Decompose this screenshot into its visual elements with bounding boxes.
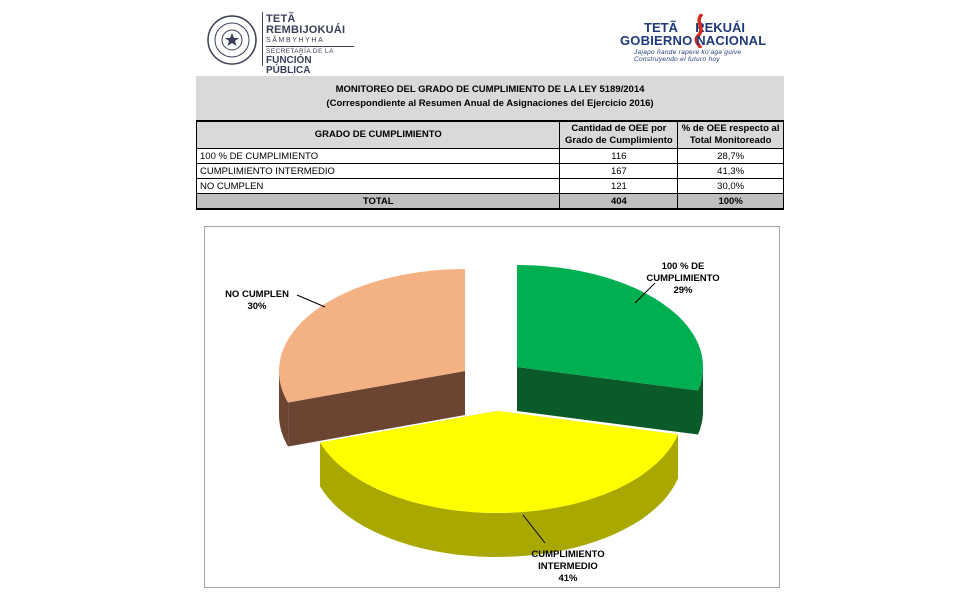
logo-line-funcion: FUNCIÓN (266, 54, 312, 66)
logo-line-teta: TETÃ (266, 13, 296, 25)
header-porcentaje: % de OEE respecto al Total Monitoreado (678, 121, 784, 149)
table-header-row (197, 121, 784, 149)
cell-grado: NO CUMPLEN (197, 179, 560, 194)
report-title-box (196, 76, 784, 120)
pie-chart (205, 227, 779, 587)
logo-line-sambyhyha: SÃMBYHYHA (266, 37, 325, 44)
slice-label: CUMPLIMIENTO (531, 549, 605, 560)
cell-cantidad: 167 (560, 164, 678, 179)
secretaria-funcion-publica-logo (206, 12, 356, 76)
report-title: MONITOREO DEL GRADO DE CUMPLIMIENTO DE LA LEY 5189/2014 (335, 84, 645, 95)
pie-chart-frame (204, 226, 780, 588)
slice-label: 100 % DE (661, 261, 705, 272)
cell-porcentaje: 28,7% (678, 149, 784, 164)
gn-logo-gobierno-nacional: GOBIERNO NACIONAL (620, 33, 767, 48)
cell-porcentaje: 41,3% (678, 164, 784, 179)
slice-label: CUMPLIMIENTO (646, 273, 720, 284)
cell-grado: CUMPLIMIENTO INTERMEDIO (197, 164, 560, 179)
header-cantidad: Cantidad de OEE por Grado de Cumplimiento (560, 121, 678, 149)
gn-logo-slogan-guarani: Jajapo ñande rapere ko'aga guive (634, 49, 742, 56)
table-row (197, 149, 784, 164)
total-porcentaje: 100% (678, 194, 784, 210)
gn-logo-slogan-spanish: Construyendo el futuro hoy (634, 56, 720, 63)
table-total-row (197, 194, 784, 210)
table-row (197, 164, 784, 179)
total-label: TOTAL (197, 194, 560, 210)
compliance-table (196, 120, 784, 210)
cell-cantidad: 121 (560, 179, 678, 194)
slice-percent-label: 30% (247, 301, 267, 312)
logo-line-publica: PÚBLICA (266, 65, 311, 76)
slice-label: NO CUMPLEN (225, 289, 289, 300)
republic-seal-icon (206, 14, 258, 66)
slice-percent-label: 41% (558, 573, 578, 584)
table-row (197, 179, 784, 194)
gn-logo-teta: TETÃ (644, 20, 678, 35)
logo-line-secretaria: SECRETARÍA DE LA (266, 46, 354, 56)
logo-divider (262, 12, 263, 66)
cell-grado: 100 % DE CUMPLIMIENTO (197, 149, 560, 164)
gn-logo-rekuai: REKUÁI (695, 20, 746, 35)
slice-label: INTERMEDIO (538, 561, 598, 572)
header-grado: GRADO DE CUMPLIMIENTO (197, 121, 560, 149)
cell-cantidad: 116 (560, 149, 678, 164)
total-cantidad: 404 (560, 194, 678, 210)
report-subtitle: (Correspondiente al Resumen Anual de Asignaciones del Ejercicio 2016) (326, 98, 654, 109)
slice-percent-label: 29% (673, 285, 693, 296)
cell-porcentaje: 30,0% (678, 179, 784, 194)
logo-line-rembijokuai: REMBIJOKUÁI (266, 24, 346, 36)
gobierno-nacional-logo (620, 20, 770, 64)
label-leader-line (297, 295, 325, 307)
